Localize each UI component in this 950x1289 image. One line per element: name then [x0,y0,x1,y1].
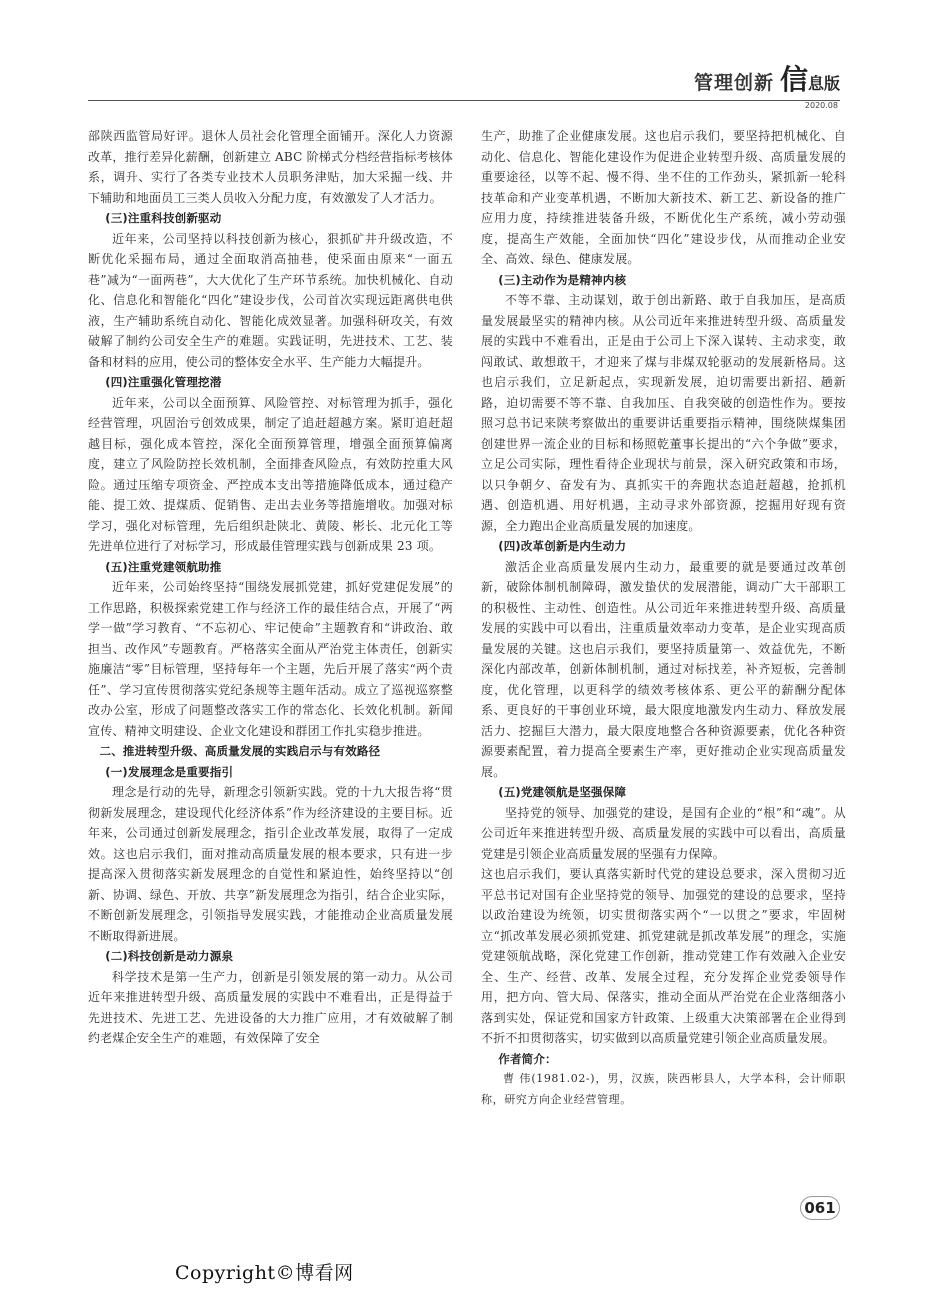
body-paragraph: 近年来，公司以全面预算、风险管控、对标管理为抓手，强化经营管理，巩固治亏创效成果，制定了追赶超越方案。紧盯追赶超越目标，强化成本管控，深化全面预算管理，增强全面预算偏离度，建立了风险防控长效机制，全面排查风险点，有效防控重大风险。通过压缩专项资金、严控成本支出等措施降低成本，通过稳产能、提工效、提煤质、促销售、走出去业务等措施增收。加强对标学习，强化对标管理，先后组织赴陕北、黄陵、彬长、北元化工等先进单位进行了对标学习，形成最佳管理实践与创新成果 23 项。 [88,395,453,553]
journal-logo [779,63,840,96]
section-heading: (五)党建领航是坚强保障 [498,785,627,799]
section-heading: (五)注重党建领航助推 [105,559,222,574]
section-heading: (二)科技创新是动力源泉 [105,949,234,963]
right-text-column [481,126,846,1110]
body-paragraph: 生产，助推了企业健康发展。这也启示我们，要坚持把机械化、自动化、信息化、智能化建设作为促进企业转型升级、高质量发展的重要途径，以等不起、慢不得、坐不住的工作劲头，紧抓新一轮科技革命和产业变革机遇，不断加大新技术、新工艺、新设备的推广应用力度，持续推进装备升级，不断优化生产系统，减小劳动强度，提高生产效能，全面加快“四化”建设步伐，从而推动企业安全、高效、绿色、健康发展。 [481,129,846,266]
body-paragraph: 科学技术是第一生产力，创新是引领发展的第一动力。从公司近年来推进转型升级、高质量发展的实践中不难看出，正是得益于先进技术、先进工艺、先进设备的大力推广应用，才有效破解了制约老煤企安全生产的难题，有效保障了安全 [88,969,453,1045]
left-text-column [88,126,453,1049]
section-heading: (三)注重科技创新驱动 [105,211,222,225]
journal-column-title: 管理创新 [693,72,774,94]
issue-date: 2020.08 [804,101,838,110]
body-paragraph: 坚持党的领导、加强党的建设，是国有企业的“根”和“魂”。从公司近年来推进转型升级、高质量发展的实践中可以看出，高质量党建是引领企业高质量发展的坚强有力保障。 [481,805,846,861]
body-paragraph: 近年来，公司坚持以科技创新为核心，狠抓矿井升级改造，不断优化采掘布局，通过全面取消高抽巷，使采面由原来“一面五巷”减为“一面两巷”，大大优化了生产环节系统。加快机械化、自动化、信息化和智能化“四化”建设步伐，公司首次实现远距离供电供液，生产辅助系统自动化、智能化成效显著。加强科研攻关，有效破解了制约公司安全生产的难题。实践证明，先进技术、工艺、装备和材料的应用，使公司的整体安全水平、生产能力大幅提升。 [88,231,453,369]
body-paragraph: 这也启示我们，要认真落实新时代党的建设总要求，深入贯彻习近平总书记对国有企业坚持党的领导、加强党的建设的总要求，坚持以政治建设为统领，切实贯彻落实两个“一以贯之”要求，牢固树立“抓改革发展必须抓党建、抓党建就是抓改革发展”的理念，实施党建领航战略，深化党建工作创新，推动党建工作有效融入企业安全、生产、经营、改革、发展全过程，充分发挥企业党委领导作用，把方向、管大局、保落实，推动全面从严治党在企业落细落小落到实处，保证党和国家方针政策、上级重大决策部署在企业得到不折不扣贯彻落实，切实做到以高质量党建引领企业高质量发展。 [481,867,846,1045]
journal-logo-small: 息版 [807,74,840,93]
journal-logo-big: 信 [779,63,808,96]
body-paragraph: 激活企业高质量发展内生动力，最重要的就是要通过改革创新，破除体制机制障碍，激发蛰伏的发展潜能，调动广大干部职工的积极性、主动性、创造性。从公司近年来推进转型升级、高质量发展的实践中可以看出，注重质量效率动力变革，是企业实现高质量发展的关键。这也启示我们，要坚持质量第一、效益优先，不断深化内部改革，创新体制机制，通过对标找差，补齐短板，完善制度，优化管理，以更科学的绩效考核体系、更公平的薪酬分配体系、更良好的干事创业环境，最大限度地激发内生动力、释放发展活力、挖掘巨大潜力，最大限度地整合各种资源要素，优化各种资源要素配置，着力提高全要素生产率，更好推动企业实现高质量发展。 [481,559,846,779]
journal-header [693,63,840,96]
section-heading: (四)注重强化管理挖潜 [105,375,222,389]
body-paragraph: 近年来，公司始终坚持“围绕发展抓党建，抓好党建促发展”的工作思路，积极探索党建工作与经济工作的最佳结合点，开展了“两学一做”学习教育、“不忘初心、牢记使命”主题教育和“讲政治、敢担当、改作风”专题教育。严格落实全面从严治党主体责任，创新实施廉洁“零”目标管理，坚持每年一个主题，先后开展了落实“两个责任”、学习宣传贯彻落实党纪条规等主题年活动。成立了巡视巡察整改办公室，形成了问题整改落实工作的常态化、长效化机制。新闻宣传、精神文明建设、企业文化建设和群团工作扎实稳步推进。 [88,580,453,738]
section-heading: (一)发展理念是重要指引 [105,764,234,779]
header-divider [88,100,840,101]
section-heading: (三)主动作为是精神内核 [498,272,627,287]
body-paragraph: 不等不靠、主动谋划，敢于创出新路、敢于自我加压，是高质量发展最坚实的精神内核。从公司近年来推进转型升级、高质量发展的实践中不难看出，正是由于公司上下深入谋转、主动求变，敢闯敢试、敢想敢干，才迎来了煤与非煤双轮驱动的发展新格局。这也启示我们，立足新起点，实现新发展，迫切需要出新招、趟新路，迫切需要不等不靠、自我加压、自我突破的创造性作为。要按照习总书记来陕考察做出的重要讲话重要指示精神，围绕陕煤集团创建世界一流企业的目标和杨照乾董事长提出的“六个争做”要求，立足公司实际，理性看待企业现状与前景，深入研究政策和市场，以只争朝夕、奋发有为、真抓实干的奔跑状态追赶超越，抢抓机遇、创造机遇、用好机遇，主动寻求外部资源，挖掘用好现有资源，全力跑出企业高质量发展的加速度。 [481,293,846,533]
page-number: 061 [800,1196,840,1220]
body-paragraph: 部陕西监管局好评。退休人员社会化管理全面铺开。深化人力资源改革，推行差异化薪酬，创新建立 ABC 阶梯式分档经营指标考核体系，调升、实行了各类专业技术人员职务津贴，加大采掘一线、井下辅助和地面员工三类人员收入分配力度，有效激发了人才活力。 [88,129,453,205]
body-paragraph: 理念是行动的先导，新理念引领新实践。党的十九大报告将“贯彻新发展理念，建设现代化经济体系”作为经济建设的主要目标。近年来，公司通过创新发展理念，指引企业改革发展，取得了一定成效。这也启示我们，面对推动高质量发展的根本要求，只有进一步提高深入贯彻落实新发展理念的自觉性和紧迫性，始终坚持以“创新、协调、绿色、开放、共享”新发展理念为指引，结合企业实际，不断创新发展理念，引领指导发展实践，才能推动企业高质量发展不断取得新进展。 [88,785,453,943]
chapter-heading: 二、推进转型升级、高质量发展的实践启示与有效路径 [99,744,381,758]
section-heading: (四)改革创新是内生动力 [498,539,627,553]
author-bio: 曹 伟(1981.02-)，男，汉族，陕西彬县人，大学本科，会计师职称，研究方向企业经营管理。 [481,1072,846,1106]
copyright-notice: Copyright©博看网 [175,1262,354,1284]
section-heading: 作者简介： [498,1051,557,1066]
